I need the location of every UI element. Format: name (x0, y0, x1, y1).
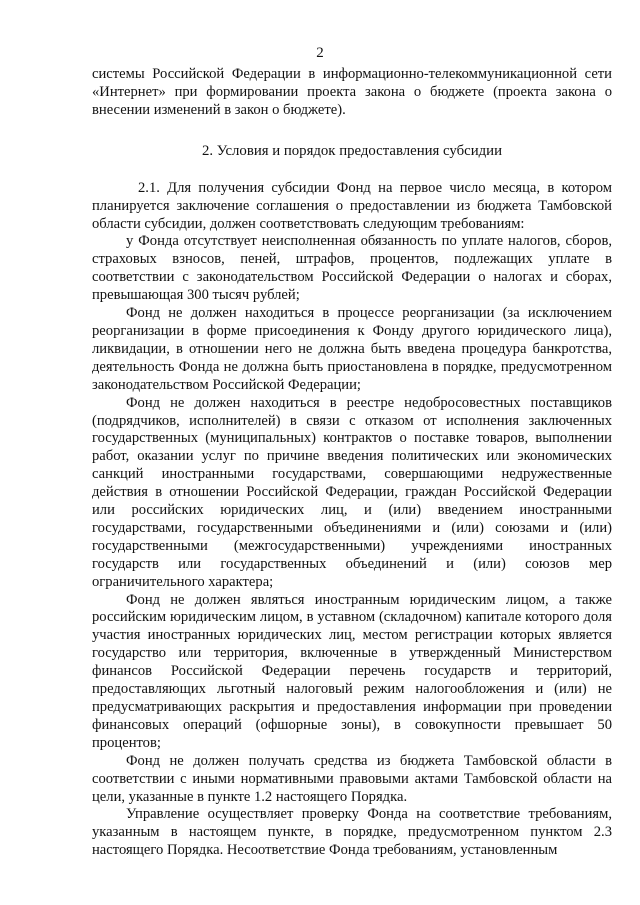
paragraph-unscrupulous-suppliers: Фонд не должен находиться в реестре недобросовестных поставщиков (подрядчиков, исполнителей) в связи с отказом от исполнения заключенных государственных (муниципальных) контрактов о поставке товаров, выполнении работ, оказании услуг по причине введения политических или экономических санкций иностранными государствами, совершающими недружественные действия в отношении Российской Федерации, граждан Российской Федерации или российских юридических лиц, и (или) введением иностранными государствами, государственными объединениями и (или) союзами и (или) государственными (межгосударственными) учреждениями иностранных государств или государственных объединений и (или) союзов мер ограничительного характера; (92, 394, 612, 590)
continuation-paragraph: системы Российской Федерации в информационно-телекоммуникационной сети «Интернет» при формировании проекта закона о бюджете (проекта закона о внесении изменений в закон о бюджете). (92, 66, 612, 118)
paragraph-tax-arrears: у Фонда отсутствует неисполненная обязанность по уплате налогов, сборов, страховых взносов, пеней, штрафов, процентов, подлежащих уплате в соответствии с законодательством Российской Федерации о налогах и сборах, превышающая 300 тысяч рублей; (92, 233, 612, 304)
paragraph-point-2-1: 2.1. Для получения субсидии Фонд на первое число месяца, в котором планируется заключение соглашения о предоставлении из бюджета Тамбовской области субсидии, должен соответствовать следующим требованиям: (92, 179, 612, 232)
document-body (92, 66, 612, 860)
page-number: 2 (316, 45, 324, 61)
paragraph-foreign-entity: Фонд не должен являться иностранным юридическим лицом, а также российским юридическим лицом, в уставном (складочном) капитале которого доля участия иностранных юридических лиц, местом регистрации которых является государство или территория, включенные в утвержденный Министерством финансов Российской Федерации перечень государств и территорий, предоставляющих льготный налоговый режим налогообложения и (или) не предусматривающих раскрытия и предоставления информации при проведении финансовых операций (офшорные зоны), в совокупности превышает 50 процентов; (92, 591, 612, 751)
paragraph-reorganization: Фонд не должен находиться в процессе реорганизации (за исключением реорганизации в форме присоединения к Фонду другого юридического лица), ликвидации, в отношении него не должна быть введена процедура банкротства, деятельность Фонда не должна быть приостановлена в порядке, предусмотренном законодательством Российской Федерации; (92, 305, 612, 393)
section-heading: 2. Условия и порядок предоставления субсидии (201, 142, 503, 159)
paragraph-verification: Управление осуществляет проверку Фонда на соответствие требованиям, указанным в настоящем пункте, в порядке, предусмотренном пунктом 2.3 настоящего Порядка. Несоответствие Фонда требованиям, установленным (92, 806, 612, 859)
paragraph-other-budget-funds: Фонд не должен получать средства из бюджета Тамбовской области в соответствии с иными нормативными правовыми актами Тамбовской области на цели, указанные в пункте 1.2 настоящего Порядка. (92, 752, 612, 805)
